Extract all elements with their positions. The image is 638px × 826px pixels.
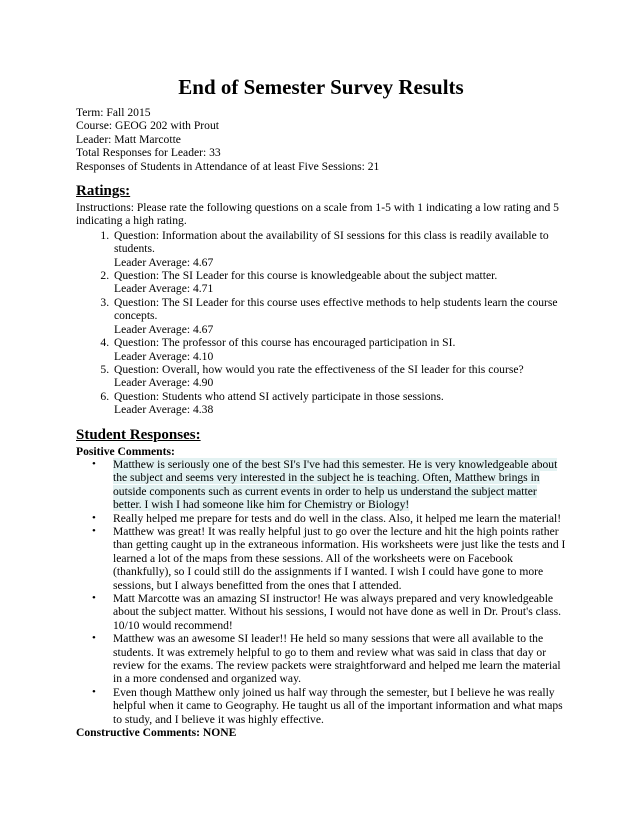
rating-average: Leader Average: 4.67 xyxy=(114,255,214,269)
bullet-icon: • xyxy=(92,592,96,604)
attendance-responses-line: Responses of Students in Attendance of at least Five Sessions: 21 xyxy=(76,159,380,173)
rating-item xyxy=(112,336,566,363)
rating-item xyxy=(112,296,566,336)
course-line: Course: GEOG 202 with Prout xyxy=(76,119,219,133)
ratings-list xyxy=(76,229,566,417)
comment-item xyxy=(92,632,566,686)
rating-item xyxy=(112,269,566,296)
comment-text: Really helped me prepare for tests and do well in the class. Also, it helped me learn the material! xyxy=(113,511,562,525)
comment-text: Matthew was great! It was really helpful just to go over the lecture and hit the high points rather than getting caught up in the extraneous information. His worksheets were just like the tests and I learned a lot of the maps from these sessions. All of the worksheets were on Facebook (thankfully), so I could still do the assignments if I wanted. I wish I could have gone to more sessions, but I always benefitted from the ones that I attended. xyxy=(113,524,566,592)
rating-question: Question: Overall, how would you rate the effectiveness of the SI leader for this course? xyxy=(114,362,524,376)
bullet-icon: • xyxy=(92,457,96,470)
comment-text: Matthew was an awesome SI leader!! He held so many sessions that were all available to the students. It was extremely helpful to go to them and review what was said in class that day or review for the exams. The review packets were straightforward and helped me learn the material in a more condensed and organized way. xyxy=(113,632,561,686)
positive-comments-heading: Positive Comments: xyxy=(76,444,175,458)
bullet-icon: • xyxy=(92,685,96,698)
ratings-heading: Ratings: xyxy=(76,183,131,200)
comment-text: Even though Matthew only joined us half way through the semester, but I believe he was really helpful when it came to Geography. He taught us all of the important information and what maps to study, and I believe it was highly effective. xyxy=(113,685,563,726)
comment-item xyxy=(92,592,566,632)
rating-question: Question: Information about the availability of SI sessions for this class is readily available to students. xyxy=(114,228,549,256)
term-line: Term: Fall 2015 xyxy=(76,106,151,119)
comment-item xyxy=(92,457,566,512)
comment-item xyxy=(92,685,566,726)
rating-average: Leader Average: 4.67 xyxy=(114,322,214,336)
positive-comments-list xyxy=(76,458,566,726)
rating-question: Question: Students who attend SI actively participate in those sessions. xyxy=(114,389,444,403)
rating-item xyxy=(112,363,566,390)
rating-question: Question: The SI Leader for this course is knowledgeable about the subject matter. xyxy=(114,269,498,283)
student-responses-heading: Student Responses: xyxy=(76,426,201,443)
bullet-icon: • xyxy=(92,632,96,645)
survey-meta xyxy=(76,106,566,173)
rating-question: Question: The SI Leader for this course uses effective methods to help students learn the course concepts. xyxy=(114,295,558,323)
ratings-instructions: Instructions: Please rate the following questions on a scale from 1-5 with 1 indicating a low rating and 5 indicating a high rating. xyxy=(76,201,559,228)
bullet-icon: • xyxy=(92,511,96,524)
rating-average: Leader Average: 4.38 xyxy=(114,403,214,417)
rating-item xyxy=(112,390,566,417)
rating-item xyxy=(112,229,566,269)
comment-text: Matt Marcotte was an amazing SI instructor! He was always prepared and very knowledgeable about the subject matter. Without his sessions, I would not have done as well in Dr. Prout's class. 10/10 would recommend! xyxy=(113,592,562,632)
rating-average: Leader Average: 4.71 xyxy=(114,282,214,296)
rating-question: Question: The professor of this course has encouraged participation in SI. xyxy=(114,336,456,350)
rating-average: Leader Average: 4.10 xyxy=(114,349,214,363)
comment-item xyxy=(92,511,566,525)
page-title: End of Semester Survey Results xyxy=(178,75,464,99)
document-page xyxy=(76,74,566,739)
rating-average: Leader Average: 4.90 xyxy=(114,376,214,390)
constructive-comments-heading: Constructive Comments: NONE xyxy=(76,726,237,740)
bullet-icon: • xyxy=(92,524,96,537)
leader-line: Leader: Matt Marcotte xyxy=(76,132,181,146)
total-responses-line: Total Responses for Leader: 33 xyxy=(76,146,221,160)
comment-text: Matthew is seriously one of the best SI's I've had this semester. He is very knowledgeable about the subject and seems very interested in the subject he is teaching. Often, Matthew brings in outside components such as current events in order to help us understand the subject matter better. I wish I had someone like him for Chemistry or Biology! xyxy=(113,457,558,512)
comment-item xyxy=(92,524,566,592)
